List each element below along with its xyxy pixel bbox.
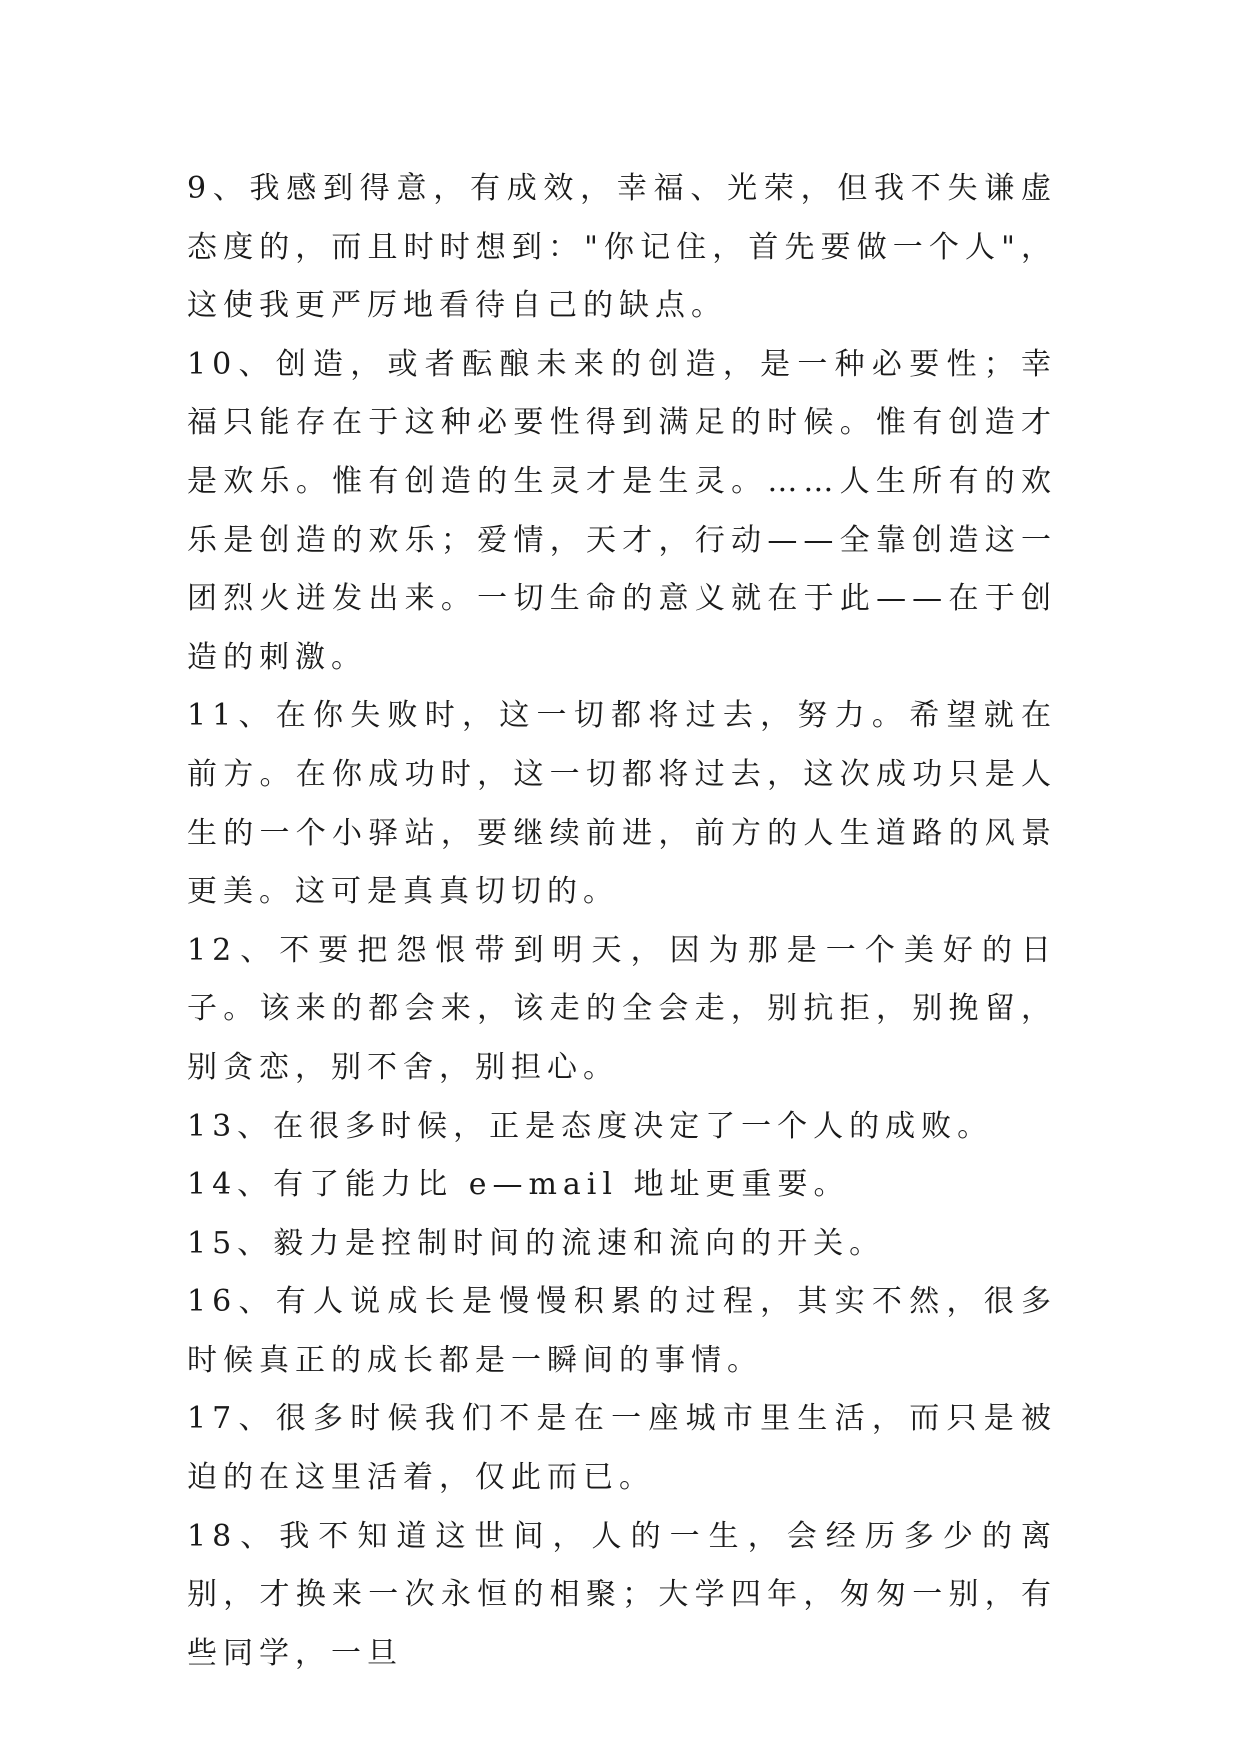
paragraph-13: 13、在很多时候，正是态度决定了一个人的成败。 [187, 1108, 994, 1144]
paragraph-15: 15、毅力是控制时间的流速和流向的开关。 [187, 1225, 886, 1261]
paragraph-16: 16、有人说成长是慢慢积累的过程，其实不然，很多时候真正的成长都是一瞬间的事情。 [187, 1284, 1057, 1378]
paragraph-11: 11、在你失败时，这一切都将过去，努力。希望就在前方。在你成功时，这一切都将过去，这次成功只是人生的一个小驿站，要继续前进，前方的人生道路的风景更美。这可是真真切切的。 [187, 698, 1057, 910]
paragraph-12: 12、不要把怨恨带到明天，因为那是一个美好的日子。该来的都会来，该走的全会走，别抗拒，别挽留，别贪恋，别不舍，别担心。 [187, 932, 1057, 1085]
paragraph-9: 9、我感到得意，有成效，幸福、光荣，但我不失谦虚态度的，而且时时想到："你记住，首先要做一个人"，这使我更严厉地看待自己的缺点。 [187, 171, 1057, 324]
paragraph-10: 10、创造，或者酝酿未来的创造，是一种必要性；幸福只能存在于这种必要性得到满足的时候。惟有创造才是欢乐。惟有创造的生灵才是生灵。……人生所有的欢乐是创造的欢乐；爱情，天才，行动——全靠创造这一团烈火迸发出来。一切生命的意义就在于此——在于创造的刺激。 [187, 346, 1057, 675]
paragraph-18: 18、我不知道这世间，人的一生，会经历多少的离别，才换来一次永恒的相聚；大学四年，匆匆一别，有些同学，一旦 [187, 1518, 1057, 1671]
document-body [187, 160, 1057, 1683]
paragraph-14: 14、有了能力比 e—mail 地址更重要。 [187, 1167, 850, 1203]
paragraph-17: 17、很多时候我们不是在一座城市里生活，而只是被迫的在这里活着，仅此而已。 [187, 1401, 1057, 1496]
